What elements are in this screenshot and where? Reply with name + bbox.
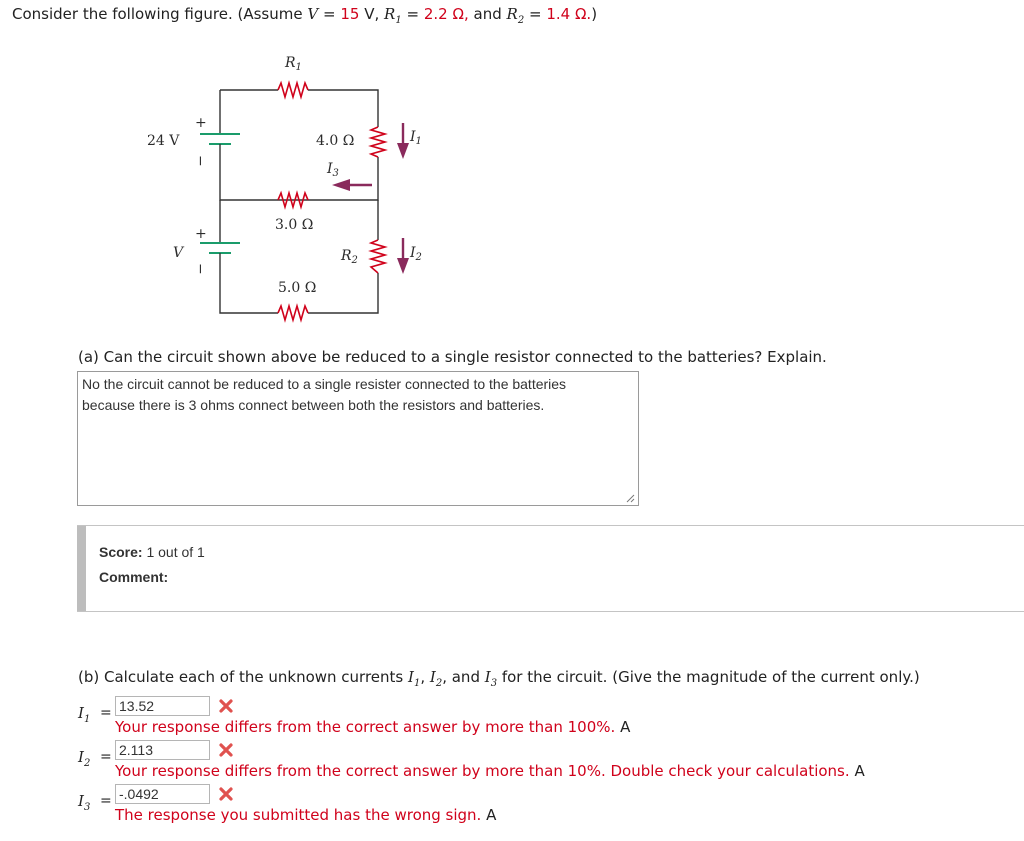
answer-a-textarea[interactable] <box>77 371 639 506</box>
comment-label: Comment: <box>99 569 169 585</box>
answer-input-i3[interactable]: -.0492 <box>115 784 210 804</box>
battery2-minus: − <box>192 263 208 275</box>
battery2-plus: + <box>195 226 207 242</box>
label-i3: $I_3$ <box>327 161 339 179</box>
incorrect-x-icon <box>218 786 234 802</box>
feedback-i2: Your response differs from the correct answer by more than 10%. Double check your calculations. A <box>115 762 865 780</box>
battery1-minus: − <box>192 155 208 167</box>
wire-middle <box>220 153 378 200</box>
answer-input-i1[interactable]: 13.52 <box>115 696 210 716</box>
arrow-i2 <box>397 238 409 274</box>
label-24v: 24 V <box>147 133 180 149</box>
resistor-r1 <box>278 83 308 97</box>
feedback-i3: The response you submitted has the wrong sign. A <box>115 806 497 824</box>
arrow-i1 <box>397 123 409 159</box>
question-b: (b) Calculate each of the unknown currents $I_1$, $I_2$, and $I_3$ for the circuit. (Give the magnitude of the current only.) <box>78 668 920 689</box>
arrow-i3 <box>332 179 372 191</box>
label-i2: $I_2$ <box>78 748 91 769</box>
score-panel <box>77 525 1024 612</box>
answer-a-line: No the circuit cannot be reduced to a single resister connected to the batteries <box>82 376 567 392</box>
answer-input-i2[interactable]: 2.113 <box>115 740 210 760</box>
resistor-4ohm <box>371 127 385 157</box>
label-i3: $I_3$ <box>78 792 91 813</box>
label-i2: $I_2$ <box>410 245 422 263</box>
question-a: (a) Can the circuit shown above be reduced to a single resistor connected to the batteries? Explain. <box>78 348 827 366</box>
label-3ohm: 3.0 Ω <box>275 217 314 233</box>
label-r2: $R_2$ <box>341 248 358 266</box>
battery1-plus: + <box>195 115 207 131</box>
label-v: V <box>173 245 184 261</box>
label-r1: $R_1$ <box>285 55 302 73</box>
resistor-r2 <box>371 240 385 273</box>
label-i1: $I_1$ <box>410 129 422 147</box>
resistor-5ohm <box>278 306 308 320</box>
answer-a-line: because there is 3 ohms connect between both the resistors and batteries. <box>82 397 545 413</box>
label-4ohm: 4.0 Ω <box>316 133 355 149</box>
circuit-diagram <box>120 45 450 330</box>
score-panel-accent <box>77 526 86 611</box>
label-5ohm: 5.0 Ω <box>278 280 317 296</box>
resize-grip-icon[interactable] <box>625 493 635 503</box>
label-i1: $I_1$ <box>78 704 91 725</box>
incorrect-x-icon <box>218 698 234 714</box>
feedback-i1: Your response differs from the correct answer by more than 100%. A <box>115 718 631 736</box>
score-line: Score: 1 out of 1 <box>99 544 205 560</box>
incorrect-x-icon <box>218 742 234 758</box>
problem-statement: Consider the following figure. (Assume V = 15 V, $R_1 = 2.2$ Ω, and $R_2 = 1.4$ Ω.) <box>12 5 598 26</box>
